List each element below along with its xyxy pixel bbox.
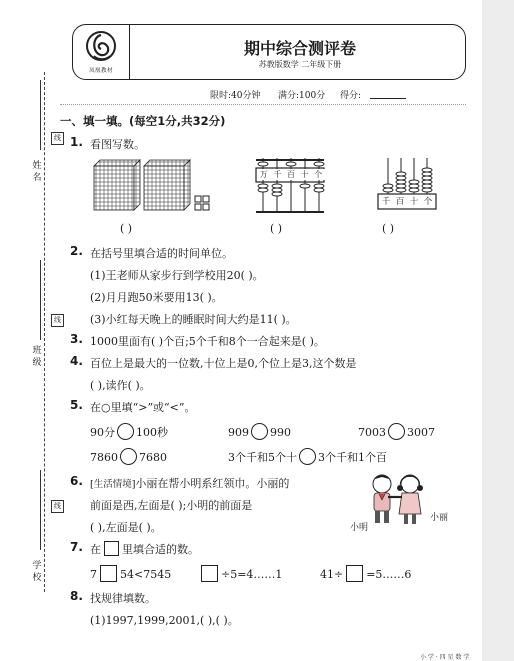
class-label: 班 级 [32,346,42,368]
q7-eq-1: 7 54<7545 [90,565,171,582]
q5-compare: 90分 100秒 [90,423,168,440]
q3-text: 1000里面有( )个百;5个千和8个一合起来是( )。 [90,335,325,348]
q1-answer-2[interactable]: ( ) [270,222,283,235]
section-heading: 一、填一填。(每空1分,共32分) [60,114,226,128]
footer-text: 小 学 · 四 星 数 学 [420,654,470,661]
abacus-col: 个 [423,197,433,207]
q5-compare: 7860 7680 [90,448,167,465]
thousand-cubes-picture [88,158,214,214]
q8-number: 8. [70,589,83,603]
q5-compare: 7003 3007 [358,423,435,440]
child-name-left: 小明 [350,523,369,533]
cut-mark: 线 [51,132,64,145]
q7-text: 在 里填合适的数。 [90,543,199,556]
answer-box [104,541,119,556]
q6-line: [生活情境]小丽在帮小明系红领巾。小丽的 [90,477,290,490]
abacus-1 [254,154,326,214]
q6-line: ( ),左面是( )。 [90,521,162,534]
q3-number: 3. [70,332,83,346]
q7-number: 7. [70,540,83,554]
separator [60,104,466,105]
abacus-col: 个 [314,170,323,179]
q6-number: 6. [70,474,83,488]
page-subtitle: 苏教版数学 二年级下册 [258,60,342,69]
score-label: 得分: [340,91,362,101]
abacus-col: 十 [300,170,309,179]
page-edge-strip [482,0,514,661]
child-name-right: 小丽 [430,513,449,523]
compare-circle[interactable] [117,423,134,440]
q6-line: 前面是西,左面是( );小明的前面是 [90,499,253,512]
full-score: 满分:100分 [278,91,326,101]
compare-circle[interactable] [120,448,137,465]
compare-circle[interactable] [251,423,268,440]
q1-text: 看图写数。 [90,138,145,151]
q8-text: 找规律填数。 [90,592,156,605]
answer-box[interactable] [201,565,218,582]
q5-compare: 909 990 [228,423,291,440]
cut-mark: 线 [51,314,64,327]
page-title: 期中综合测评卷 [243,39,356,58]
cut-mark: 线 [51,500,64,513]
compare-circle[interactable] [299,448,316,465]
score-blank[interactable] [370,98,406,99]
children-illustration-icon [362,470,434,532]
abacus-col: 十 [409,197,419,207]
class-line [40,260,41,340]
q8-item: (1)1997,1999,2001,( ),( )。 [90,614,239,627]
logo-text: 凤凰教材 [88,68,113,74]
answer-box[interactable] [346,565,363,582]
abacus-2-labels [379,195,435,207]
q2-item: (1)王老师从家步行到学校用20( )。 [90,269,264,282]
context-tag: [生活情境] [90,479,136,490]
abacus-col: 万 [259,170,268,179]
abacus-col: 百 [395,197,405,207]
q1-answer-3[interactable]: ( ) [382,222,395,235]
time-limit: 限时:40分钟 [210,91,261,101]
answer-box[interactable] [100,565,117,582]
abacus-col: 千 [381,197,391,207]
compare-circle[interactable] [388,423,405,440]
cubes-icon [88,158,214,214]
q7-eq-3: 41÷ =5……6 [320,565,411,582]
q7-eq-2: ÷5=4……1 [198,565,282,582]
abacus-col: 千 [273,170,282,179]
school-label: 学 校 [32,561,42,583]
q2-item: (3)小红每天晚上的睡眠时间大约是11( )。 [90,313,297,326]
binding-dashed-line [44,72,45,592]
abacus-1-labels [257,169,325,180]
abacus-2 [376,154,438,210]
abacus-icon [254,154,326,214]
q4-text: 百位上是最大的一位数,十位上是0,个位上是3,这个数是 [90,357,357,370]
q2-item: (2)月月跑50米要用13( )。 [90,291,223,304]
q4-text: ( ),读作( )。 [90,379,151,392]
publisher-logo-icon [84,29,118,65]
q1-number: 1. [70,135,83,149]
q4-number: 4. [70,354,83,368]
abacus-col: 百 [286,170,295,179]
q5-number: 5. [70,398,83,412]
header-divider [129,24,130,79]
q1-answer-1[interactable]: ( ) [120,222,133,235]
q2-number: 2. [70,244,83,258]
school-line [40,470,41,550]
q5-compare: 3个千和5个十 3个千和1个百 [228,448,387,465]
name-line [40,80,41,150]
q2-text: 在括号里填合适的时间单位。 [90,247,233,260]
q5-text: 在○里填“>”或“<”。 [90,401,196,414]
name-label: 姓 名 [32,161,42,183]
